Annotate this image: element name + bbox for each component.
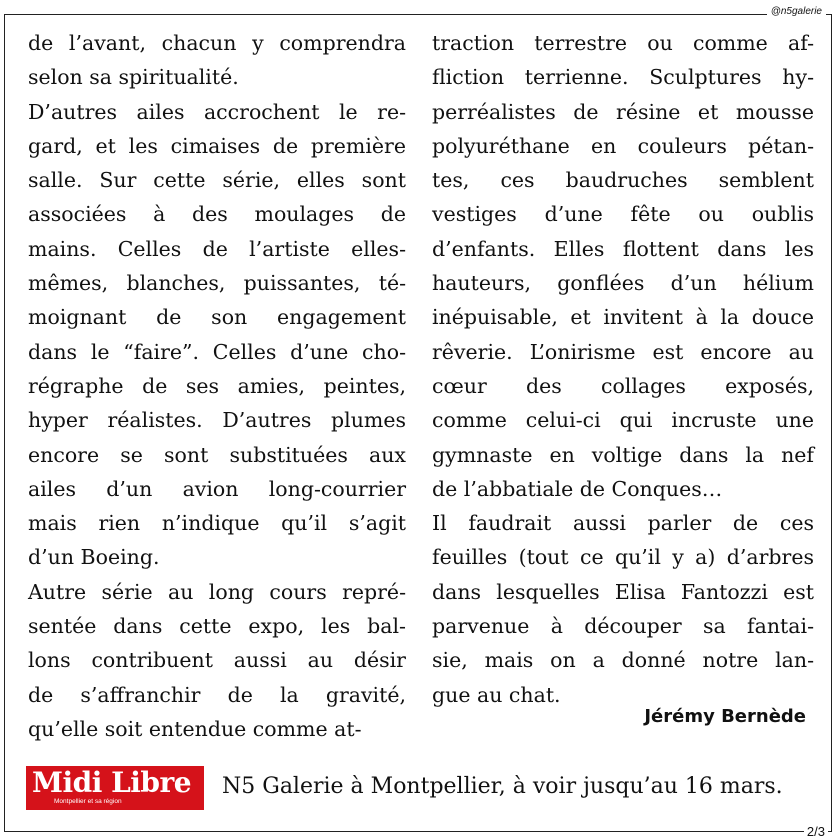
article-line: gard, et les cimaises de première	[28, 133, 406, 158]
article-line: gymnaste en voltige dans la nef	[432, 442, 814, 467]
article-line: salle. Sur cette série, elles sont	[28, 168, 406, 193]
article-line: de l’abbatiale de Conques…	[432, 476, 723, 501]
article-line: Autre série au long cours repré-	[28, 579, 406, 604]
article-line: de s’affranchir de la gravité,	[28, 682, 406, 707]
article-line: mains. Celles de l’artiste elles-	[28, 236, 406, 261]
article-line: D’autres ailes accrochent le re-	[28, 99, 406, 124]
article-line: d’un Boeing.	[28, 545, 160, 570]
article-line: tes, ces baudruches semblent	[432, 168, 814, 193]
article-line: vestiges d’une fête ou oublis	[432, 202, 814, 227]
article-line: dans le “faire”. Celles d’une cho-	[28, 339, 406, 364]
instagram-handle[interactable]: @n5galerie	[767, 6, 826, 17]
article-line: lons contribuent aussi au désir	[28, 648, 406, 673]
article-line: comme celui-ci qui incruste une	[432, 408, 814, 433]
article-line: polyuréthane en couleurs pétan-	[432, 133, 814, 158]
article-line: mais rien n’indique qu’il s’agit	[28, 511, 406, 536]
article-line: cœur des collages exposés,	[432, 373, 814, 398]
article-line: rêverie. L’onirisme est encore au	[432, 339, 814, 364]
article-line: ailes d’un avion long-courrier	[28, 476, 406, 501]
article-line: selon sa spiritualité.	[28, 65, 239, 90]
author-signature: Jérémy Bernède	[644, 706, 806, 727]
article-line: inépuisable, et invitent à la douce	[432, 305, 814, 330]
article-line: qu’elle soit entendue comme at-	[28, 716, 362, 741]
page-number: 2/3	[804, 824, 828, 840]
article-line: d’enfants. Elles flottent dans les	[432, 236, 814, 261]
article-right-column	[432, 26, 814, 712]
article-line: feuilles (tout ce qu’il y a) d’arbres	[432, 545, 814, 570]
article-line: traction terrestre ou comme af-	[432, 31, 814, 55]
article-line: sie, mais on a donné notre lan-	[432, 648, 814, 673]
article-line: hyper réalistes. D’autres plumes	[28, 408, 406, 433]
article-left-column	[28, 26, 406, 746]
article-line: de l’avant, chacun y comprendra	[28, 31, 406, 55]
article-line: gue au chat.	[432, 682, 561, 707]
logo-tagline: Montpellier et sa région	[54, 798, 122, 805]
article-line: mêmes, blanches, puissantes, té-	[28, 271, 406, 296]
article-line: Il faudrait aussi parler de ces	[432, 511, 814, 536]
article-line: associées à des moulages de	[28, 202, 406, 227]
midi-libre-logo	[26, 766, 204, 810]
article-line: dans lesquelles Elisa Fantozzi est	[432, 579, 814, 604]
article-line: régraphe de ses amies, peintes,	[28, 373, 406, 398]
logo-name: Midi Libre	[32, 766, 192, 799]
exhibition-caption: N5 Galerie à Montpellier, à voir jusqu’au 16 mars.	[222, 774, 783, 799]
article-line: sentée dans cette expo, les bal-	[28, 614, 406, 639]
article-line: fliction terrienne. Sculptures hy-	[432, 65, 814, 90]
article-line: moignant de son engagement	[28, 305, 406, 330]
article-line: parvenue à découper sa fantai-	[432, 614, 814, 639]
article-line: perréalistes de résine et mousse	[432, 99, 814, 124]
article-line: hauteurs, gonflées d’un hélium	[432, 271, 814, 296]
article-line: encore se sont substituées aux	[28, 442, 406, 467]
